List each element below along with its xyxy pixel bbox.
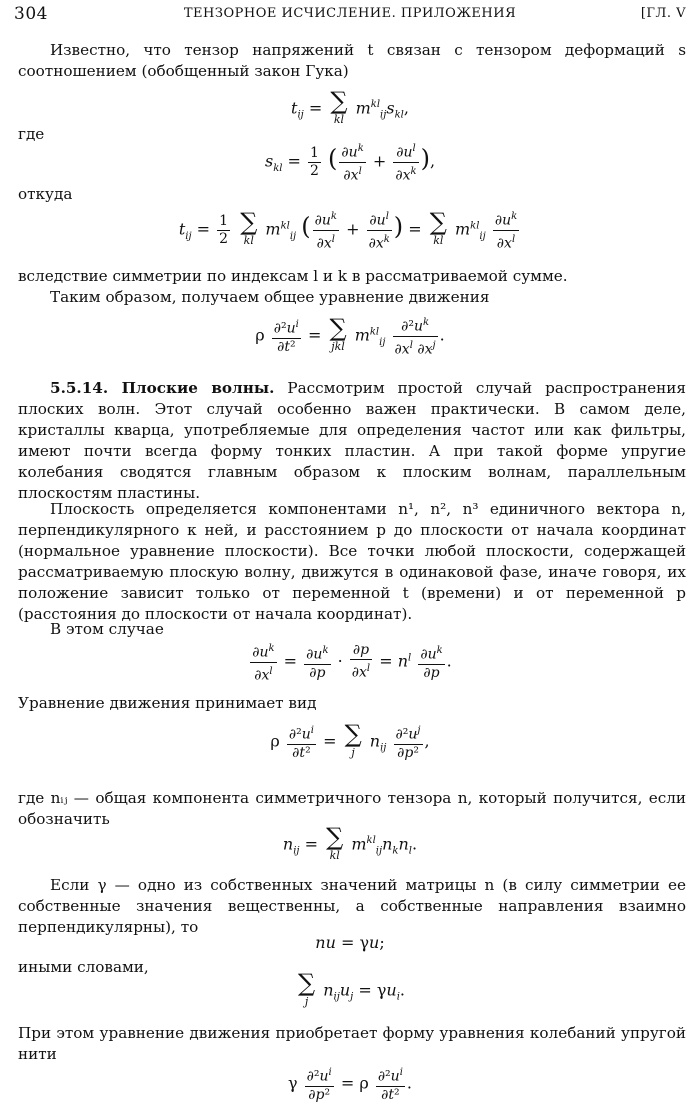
running-header xyxy=(14,4,686,26)
running-title: ТЕНЗОРНОЕ ИСЧИСЛЕНИЕ. ПРИЛОЖЕНИЯ xyxy=(183,6,517,21)
formula-motion-plane: ρ $\frac{\partial^2u^i}{\text{∂t²}}$ = ∑ j $n_{ij}$ $\frac{\partial^2u^j}{\text{∂p²}}$ , xyxy=(270,719,430,761)
paragraph-plane-waves xyxy=(18,378,686,504)
formula-n-tensor: $n_{ij}$ = ∑ kl $m^{kl}_{ij}n_kn_l$. xyxy=(282,823,418,862)
paragraph-where-1: где xyxy=(18,125,45,143)
chapter-marker: [ГЛ. V xyxy=(640,6,686,21)
formula-eigen-components: ∑ j $n_{ij}u_j = \gamma u_i$. xyxy=(297,969,406,1008)
paragraph-plane-definition: Плоскость определяется компонентами n¹, n², n³ единичного вектора n, перпендикулярного к ней, и расстоянием p до плоскости от начала координат (нормальное уравнение плоскости). Все точки любой плоскости, содержащей рассматриваемую плоскую волну, движутся в одинаковой фазе, иначе говоря, их положение зависит только от переменной t (времени) и от переменной p (расстояния до плоскости от начала координат). xyxy=(18,500,686,623)
paragraph-hooke-law: Известно, что тензор напряжений t связан с тензором деформаций s соотношением (обобщенный закон Гука) xyxy=(18,41,686,80)
formula-hooke: $t_{ij}$ = ∑ kl $m^{kl}_{ij}s_{kl}$, xyxy=(291,87,409,126)
section-title: 5.5.14. Плоские волны. xyxy=(50,379,275,397)
paragraph-in-this-case: В этом случае xyxy=(50,620,164,638)
formula-motion-general: ρ $\frac{\partial^2u^i}{\text{∂t²}}$ = ∑ jkl $m^{kl}_{ij}$ $\frac{\partial^2u^k}{\partial x^l \partial x^j}$ . xyxy=(255,314,445,358)
paragraph-where-2: где nᵢⱼ — общая компонента симметричного тензора n, который получится, если обозначить xyxy=(18,789,686,828)
paragraph-equation-takes: Уравнение движения принимает вид xyxy=(18,694,317,712)
paragraph-string-vibration: При этом уравнение движения приобретает форму уравнения колебаний упругой нити xyxy=(18,1024,686,1063)
formula-eigen: nu = γu; xyxy=(315,933,385,952)
paragraph-eigenvalue: Если γ — одно из собственных значений матрицы n (в силу симметрии ее собственные значения вещественны, а собственные направления взаимно перпендикулярны), то xyxy=(18,876,686,936)
section-body: Рассмотрим простой случай распространения плоских волн. Этот случай особенно важен практически. В самом деле, кристаллы кварца, употребляемые для определения частот или как фильтры, имеют почти всегда форму тонких пластин. А при такой форме упругие колебания сводятся главным образом к плоским волнам, параллельным плоскостям пластины. xyxy=(18,379,686,502)
formula-chain-rule: $\frac{\partial u^k}{\partial x^l}$ = $\frac{\partial u^k}{\partial p}$ · $\frac{\partial p}{\partial x^l}$ = $n^l$ $\frac{\partial u^k}{\partial p}$ . xyxy=(0,640,700,684)
page-number: 304 xyxy=(14,4,48,24)
formula-stress-expanded: $t_{ij}$ = $\frac{1}{2}$ ∑ kl $m^{kl}_{ij}$ ( $\frac{\partial u^k}{\partial x^l}$ + $\frac{\partial u^l}{\partial x^k}$ ) = ∑ kl $m^{kl}_{ij}$ $\frac{\partial u^k}{\partial x^l}$ xyxy=(178,208,518,252)
formula-string: γ $\frac{\partial^2u^i}{\text{∂p²}}$ = ρ $\frac{\partial^2u^i}{\text{∂t²}}$ . xyxy=(0,1064,700,1104)
paragraph-general-equation: Таким образом, получаем общее уравнение движения xyxy=(50,288,490,306)
paragraph-symmetry: вследствие симметрии по индексам l и k в рассматриваемой сумме. xyxy=(18,267,568,285)
paragraph-whence: откуда xyxy=(18,185,73,203)
paragraph-in-other-words: иными словами, xyxy=(18,958,149,976)
formula-strain: $s_{kl}$ = $\frac{1}{2}$ ( $\frac{\partial u^k}{\partial x^l}$ + $\frac{\partial u^l}{\partial x^k}$ ), xyxy=(0,140,700,184)
